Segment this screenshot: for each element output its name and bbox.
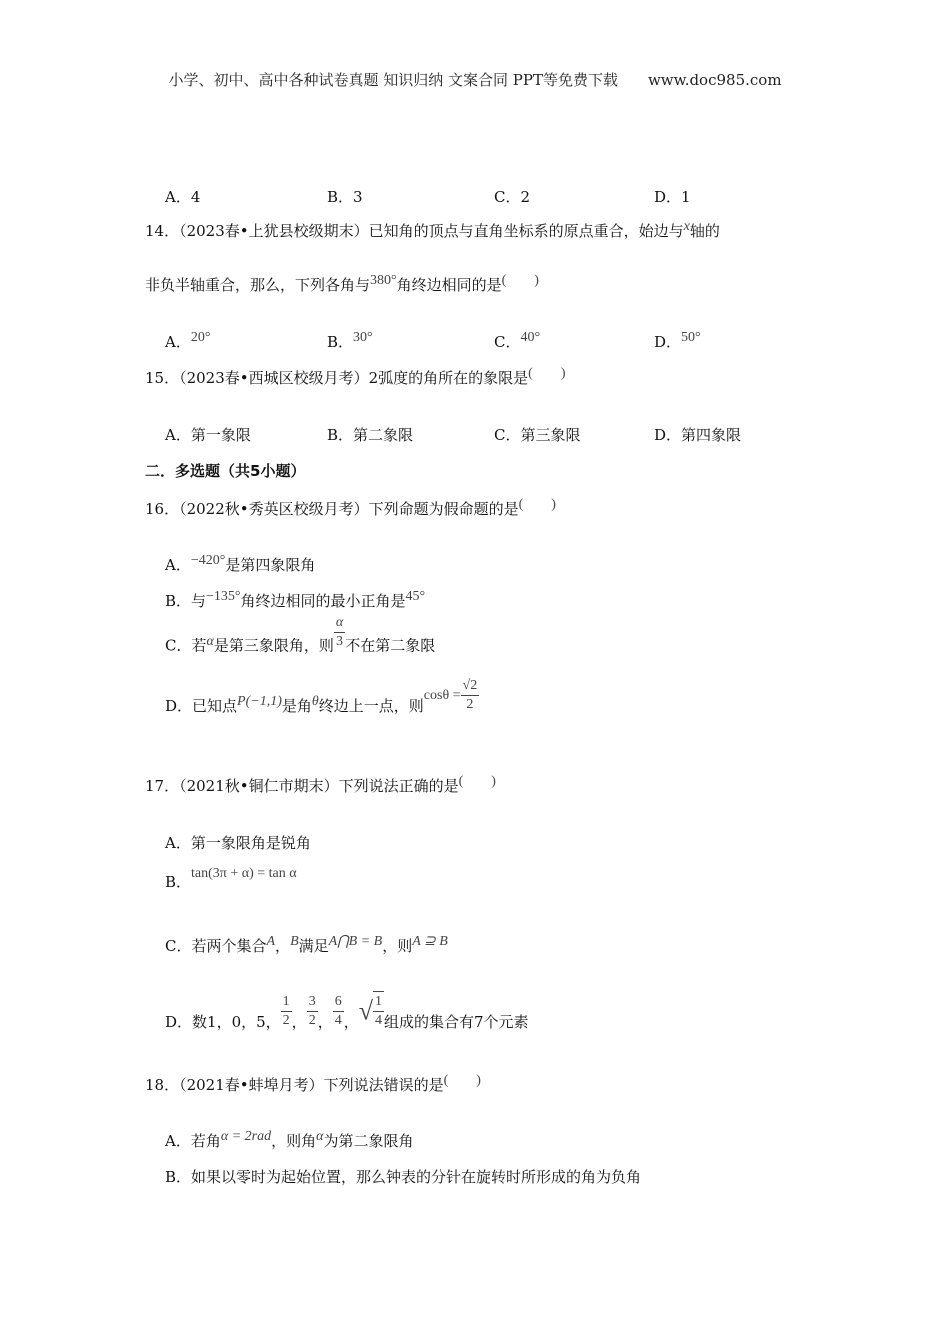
q17-number: 17．	[145, 777, 180, 795]
q15-text: 2弧度的角所在的象限是	[368, 369, 529, 387]
option-label: B．	[165, 873, 192, 891]
q17-text: 下列说法正确的是	[338, 777, 459, 795]
q16-stem	[145, 499, 556, 521]
q14-text: 非负半轴重合，那么，下列各角与	[145, 276, 371, 294]
q17-source: （2021秋•铜仁市期末）	[179, 777, 339, 795]
math-tan-identity: tan(3π + α) = tan α	[191, 866, 297, 881]
fraction-denominator: 4	[334, 1012, 342, 1028]
math-point: P(−1,1)	[237, 694, 282, 709]
option-text: 组成的集合有7个元素	[384, 1013, 529, 1031]
q13-option-d: D．1	[654, 188, 691, 206]
math-intersection: A⋂B = B	[328, 934, 383, 949]
q15-option-b: B．第二象限	[327, 426, 414, 444]
fraction-6-over-4	[333, 993, 344, 1030]
separator: ，	[317, 1013, 333, 1031]
option-label: B．	[327, 333, 354, 351]
option-label: D．数1，0，5，	[165, 1013, 281, 1031]
option-text: 终边上一点，则	[318, 697, 424, 715]
section-heading: 二．多选题（共5小题）	[145, 462, 306, 480]
q14-text: 已知角的顶点与直角坐标系的原点重合，始边与	[368, 222, 684, 240]
option-label: B．与	[165, 592, 207, 610]
sqrt-one-quarter: √ $\frac{1}{4}$	[359, 991, 384, 1032]
q16-option-d	[165, 677, 479, 726]
option-text: 满足	[298, 937, 329, 955]
math-angle: −420°	[190, 553, 226, 568]
page-header	[0, 69, 950, 90]
option-text: 是角	[281, 697, 312, 715]
fraction-denominator: 2	[282, 1012, 290, 1028]
q18-text: 下列说法错误的是	[323, 1076, 444, 1094]
separator: ，	[343, 1013, 359, 1031]
q13-option-b: B．3	[327, 188, 363, 206]
q15-option-a: A．第一象限	[165, 426, 251, 444]
option-text: ，则	[382, 937, 413, 955]
math-angle: −135°	[206, 589, 241, 604]
math-set-b: B	[290, 934, 299, 949]
fraction-numerator: √2	[461, 677, 480, 696]
option-text: 是第四象限角	[225, 556, 316, 574]
q14-number: 14．	[145, 222, 180, 240]
fraction-denominator: 2	[466, 696, 474, 712]
q17-option-b	[165, 862, 297, 891]
math-theta: θ	[311, 694, 319, 709]
q14-option-b	[327, 331, 373, 352]
q18-option-b: B．如果以零时为起始位置，那么钟表的分针在旋转时所形成的角为负角	[165, 1168, 642, 1186]
option-label: A．若角	[165, 1132, 221, 1150]
separator: ，	[291, 1013, 307, 1031]
q16-option-a	[165, 555, 315, 577]
q14-option-d	[654, 331, 701, 352]
option-label: C．若两个集合	[165, 937, 267, 955]
q16-text: 下列命题为假命题的是	[368, 500, 519, 518]
math-alpha: α	[206, 633, 214, 649]
q14-text: 轴的	[689, 222, 720, 240]
fraction-numerator: 3	[307, 993, 318, 1012]
option-text: 角终边相同的最小正角是	[240, 592, 406, 610]
q18-option-a	[165, 1131, 413, 1153]
q15-stem	[145, 368, 566, 390]
q17-option-c	[165, 936, 448, 958]
fraction-3-over-2	[307, 993, 318, 1030]
fraction-numerator: 1	[373, 993, 384, 1012]
q16-option-c	[165, 615, 436, 665]
math-angle-380: 380°	[370, 273, 397, 288]
math-cos-theta: cosθ =	[423, 688, 461, 703]
q15-source: （2023春•西城区校级月考）	[179, 369, 369, 387]
option-value: 50°	[681, 330, 701, 345]
separator: ，	[275, 937, 291, 955]
option-value: 40°	[520, 330, 541, 345]
header-left-text: 小学、初中、高中各种试卷真题 知识归纳 文案合同 PPT等免费下载	[168, 71, 618, 89]
q16-number: 16．	[145, 500, 180, 518]
math-alpha: α	[316, 1129, 324, 1144]
q13-option-a: A．4	[165, 188, 201, 206]
fraction-denominator: 3	[334, 632, 345, 651]
option-label: A．	[165, 333, 191, 351]
fraction-denominator: 4	[375, 1012, 382, 1028]
option-label: D．	[654, 333, 682, 351]
option-label: C．	[494, 333, 521, 351]
answer-parentheses: ( )	[501, 273, 539, 288]
answer-parentheses: ( )	[518, 497, 556, 512]
header-url[interactable]: www.doc985.com	[647, 71, 782, 89]
q14-option-a	[165, 331, 210, 352]
q17-option-d	[165, 990, 529, 1032]
math-angle: 45°	[405, 589, 426, 604]
answer-parentheses: ( )	[458, 774, 496, 789]
math-x: x	[683, 219, 690, 234]
answer-parentheses: ( )	[528, 366, 566, 381]
option-text: 是第三象限角，则	[213, 636, 334, 655]
math-set-a: A	[266, 934, 276, 949]
q13-option-c: C．2	[494, 188, 531, 206]
option-label: A．	[165, 556, 191, 574]
fraction-numerator: α	[335, 615, 344, 630]
option-label: D．已知点	[165, 697, 238, 715]
q16-option-b	[165, 591, 425, 613]
q16-source: （2022秋•秀英区校级月考）	[179, 500, 369, 518]
q14-text: 角终边相同的是	[396, 276, 502, 294]
q14-stem-line1	[145, 221, 720, 243]
q18-source: （2021春•蚌埠月考）	[179, 1076, 324, 1094]
q15-option-d: D．第四象限	[654, 426, 742, 444]
option-text: ，则角	[271, 1132, 317, 1150]
math-alpha-2rad: α = 2rad	[220, 1129, 272, 1144]
q14-option-c	[494, 331, 540, 352]
fraction-alpha-over-3	[334, 614, 345, 651]
option-label: C．若	[165, 636, 207, 655]
q17-stem	[145, 776, 496, 798]
q15-number: 15．	[145, 369, 180, 387]
q18-number: 18．	[145, 1076, 180, 1094]
option-text: 为第二象限角	[323, 1132, 414, 1150]
option-text: 不在第二象限	[345, 636, 436, 655]
fraction-1-over-2	[281, 993, 292, 1030]
option-value: 30°	[353, 330, 373, 345]
fraction-sqrt2-over-2	[461, 677, 480, 714]
q17-option-a: A．第一象限角是锐角	[165, 834, 311, 852]
fraction-numerator: 1	[281, 993, 292, 1012]
answer-parentheses: ( )	[443, 1073, 481, 1088]
q14-stem-line2	[145, 275, 539, 297]
fraction-denominator: 2	[308, 1012, 316, 1028]
option-value: 20°	[190, 330, 211, 345]
q15-option-c: C．第三象限	[494, 426, 581, 444]
q14-source: （2023春•上犹县校级期末）	[179, 222, 369, 240]
math-superset: A ⊇ B	[412, 934, 448, 949]
q18-stem	[145, 1075, 481, 1097]
fraction-numerator: 6	[333, 993, 344, 1012]
